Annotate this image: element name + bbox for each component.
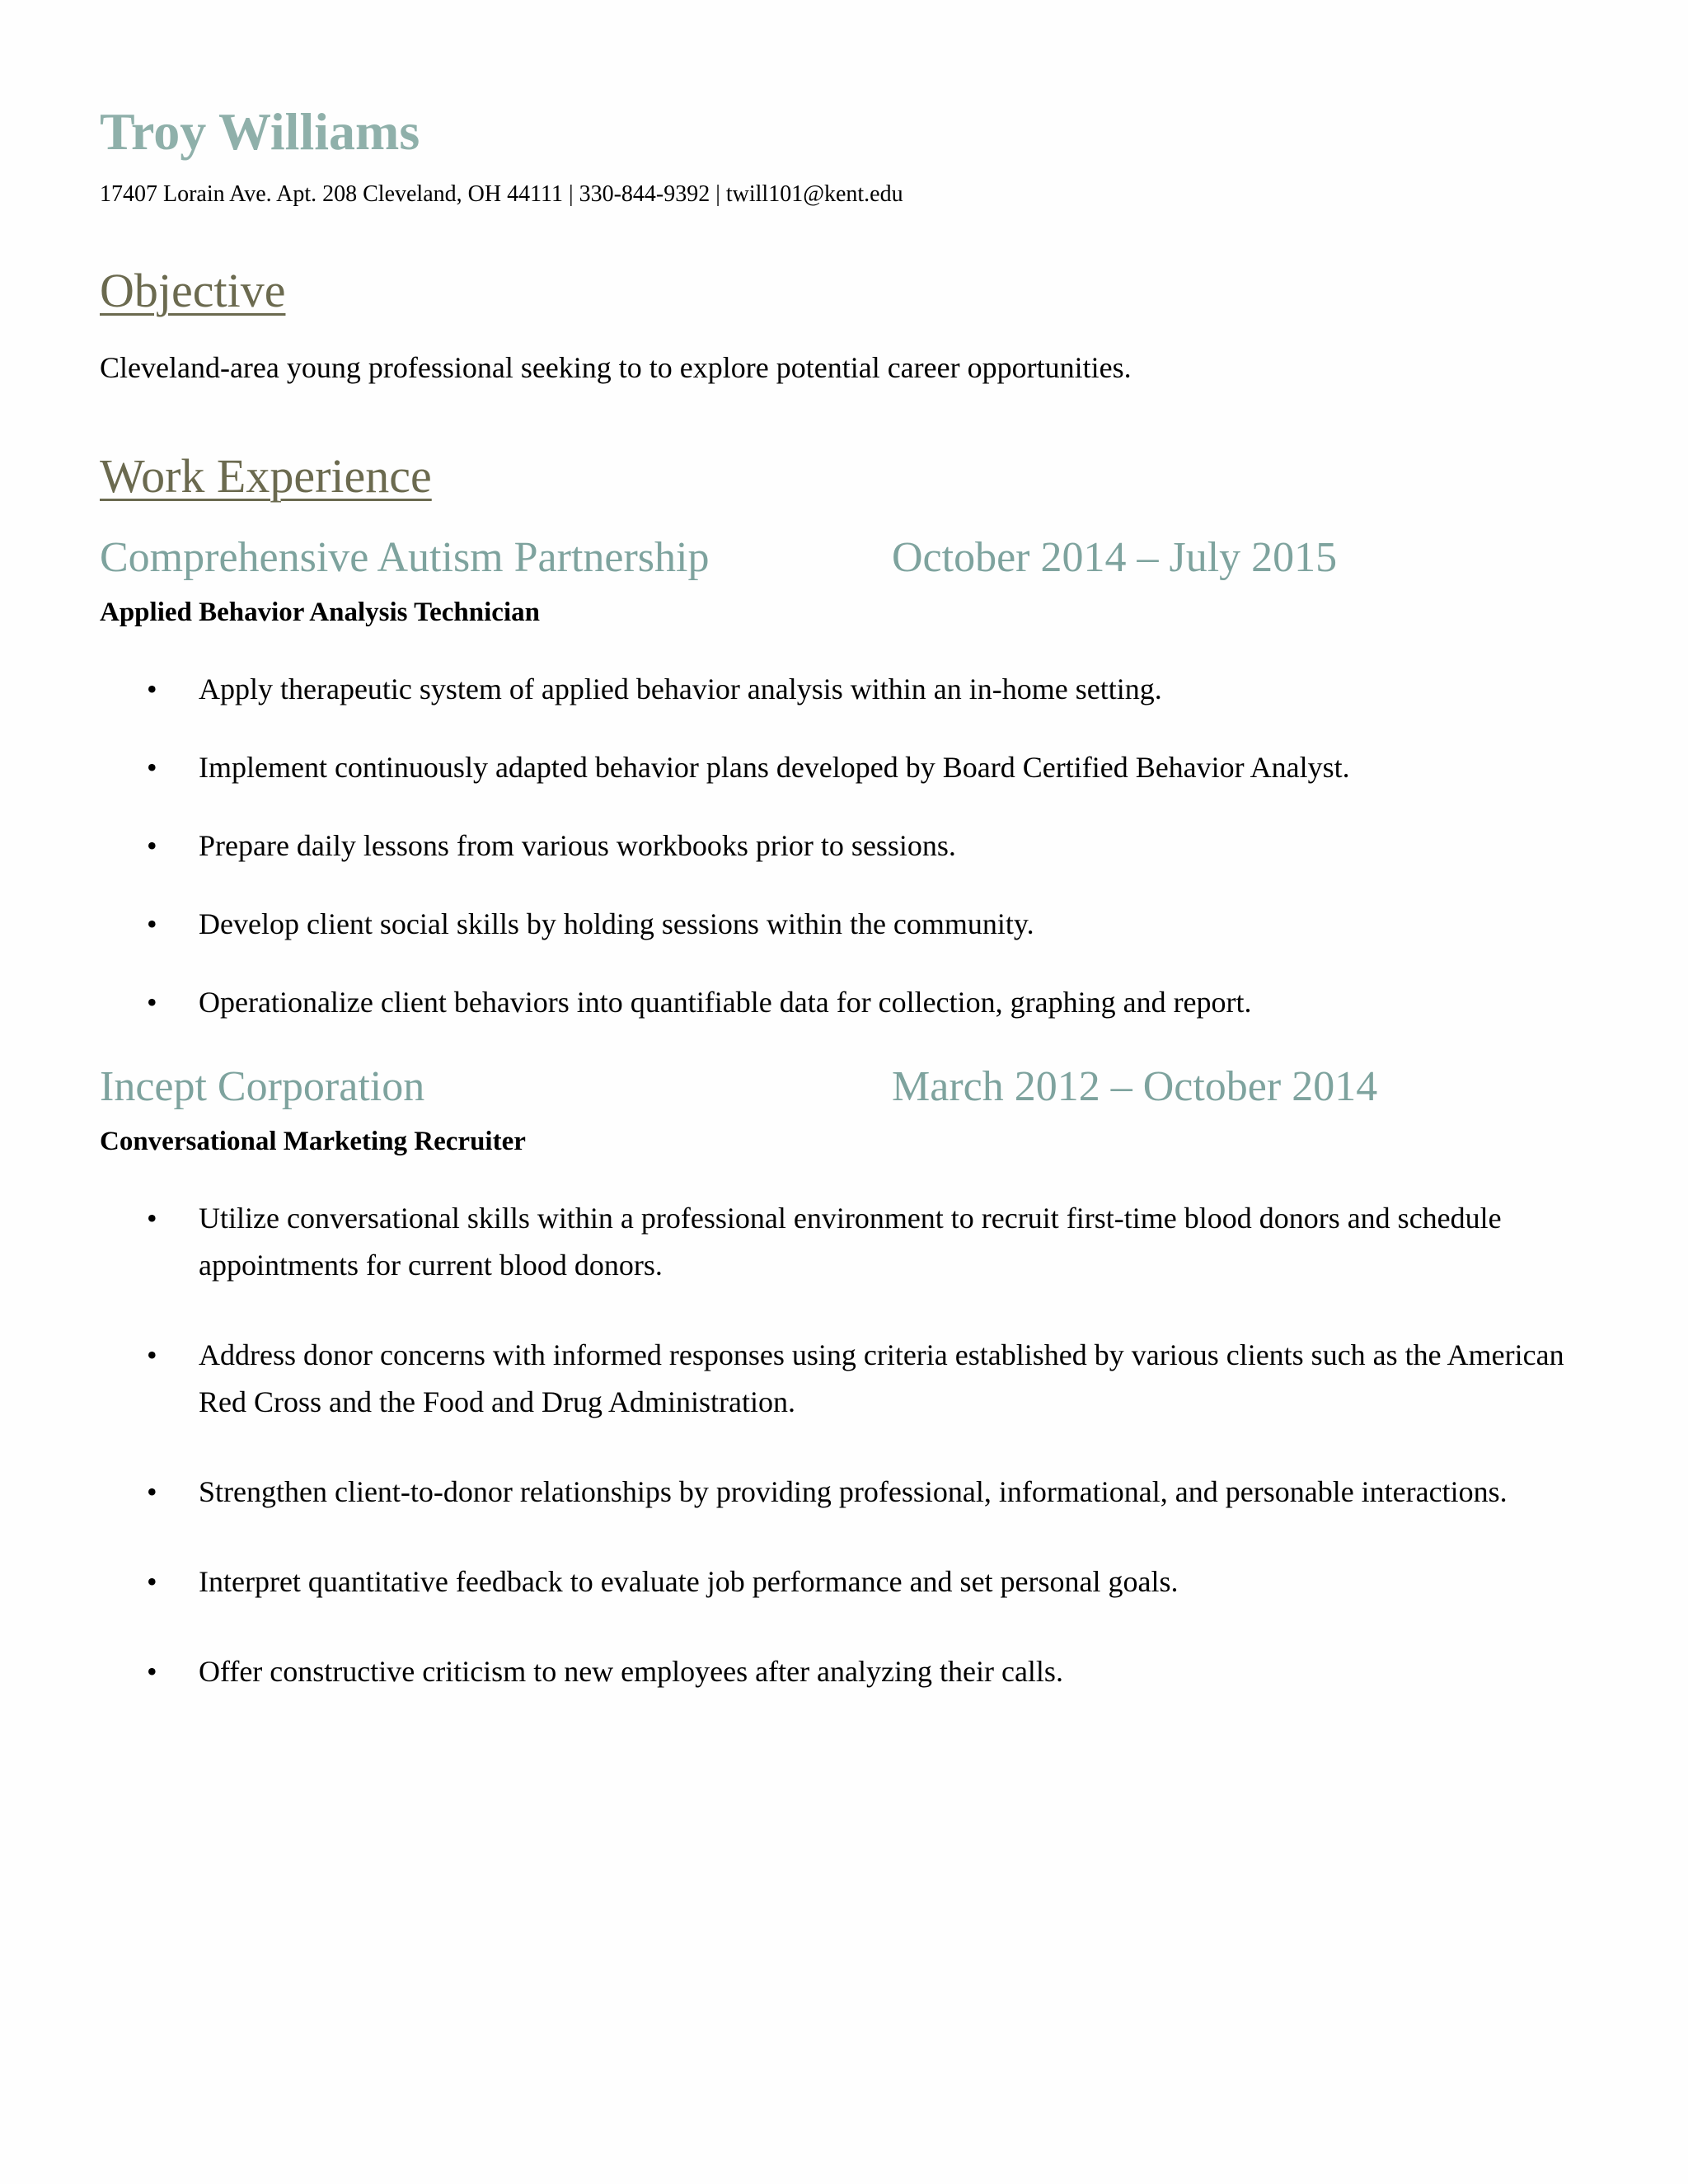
work-experience-heading: Work Experience xyxy=(100,449,432,503)
job-company: Comprehensive Autism Partnership xyxy=(100,534,710,581)
job-bullet xyxy=(100,1195,1608,1289)
bullet-icon: • xyxy=(147,1565,157,1598)
objective-text: Cleveland-area young professional seeking to to explore potential career opportunities. xyxy=(100,351,1132,384)
contact-line: 17407 Lorain Ave. Apt. 208 Cleveland, OH 44111 | 330-844-9392 | twill101@kent.edu xyxy=(100,181,903,207)
bullet-icon: • xyxy=(147,673,157,705)
job-title: Conversational Marketing Recruiter xyxy=(100,1127,526,1156)
job-dates: March 2012 – October 2014 xyxy=(892,1063,1378,1110)
job-bullet xyxy=(100,979,1608,1026)
objective-heading: Objective xyxy=(100,264,286,317)
job-bullet xyxy=(100,1332,1608,1426)
job-bullet-text: Develop client social skills by holding sessions within the community. xyxy=(199,907,1034,940)
bullet-icon: • xyxy=(147,1202,157,1235)
job-bullet-text: Implement continuously adapted behavior plans developed by Board Certified Behavior Analyst. xyxy=(199,751,1350,784)
resume-name: Troy Williams xyxy=(100,102,420,161)
bullet-icon: • xyxy=(147,1475,157,1508)
job-bullet xyxy=(100,666,1608,713)
bullet-icon: • xyxy=(147,829,157,862)
job-bullet xyxy=(100,744,1608,791)
job-bullet-text: Strengthen client-to-donor relationships by providing professional, informational, and personable interactions. xyxy=(199,1475,1507,1508)
job-bullet xyxy=(100,823,1608,869)
job-bullet xyxy=(100,1469,1608,1516)
job-bullet-text: Offer constructive criticism to new employees after analyzing their calls. xyxy=(199,1655,1063,1688)
job-bullet-text: Address donor concerns with informed responses using criteria established by various clients such as the American Red Cross and the Food and Drug Administration. xyxy=(199,1338,1564,1418)
bullet-icon: • xyxy=(147,751,157,784)
job-bullet-list xyxy=(100,666,1608,1057)
bullet-icon: • xyxy=(147,907,157,940)
job-bullet-text: Apply therapeutic system of applied behavior analysis within an in-home setting. xyxy=(199,673,1162,705)
job-bullet xyxy=(100,1648,1608,1695)
job-bullet-text: Interpret quantitative feedback to evaluate job performance and set personal goals. xyxy=(199,1565,1179,1598)
job-title: Applied Behavior Analysis Technician xyxy=(100,598,540,627)
job-bullet-text: Operationalize client behaviors into quantifiable data for collection, graphing and report. xyxy=(199,986,1252,1019)
job-bullet-text: Prepare daily lessons from various workbooks prior to sessions. xyxy=(199,829,956,862)
job-bullet-list xyxy=(100,1195,1608,1738)
job-bullet-text: Utilize conversational skills within a professional environment to recruit first-time blood donors and schedule appointments for current blood donors. xyxy=(199,1202,1502,1282)
job-dates: October 2014 – July 2015 xyxy=(892,534,1338,581)
bullet-icon: • xyxy=(147,1655,157,1688)
bullet-icon: • xyxy=(147,986,157,1019)
job-company: Incept Corporation xyxy=(100,1063,425,1110)
job-bullet xyxy=(100,1558,1608,1605)
job-bullet xyxy=(100,901,1608,948)
bullet-icon: • xyxy=(147,1338,157,1371)
